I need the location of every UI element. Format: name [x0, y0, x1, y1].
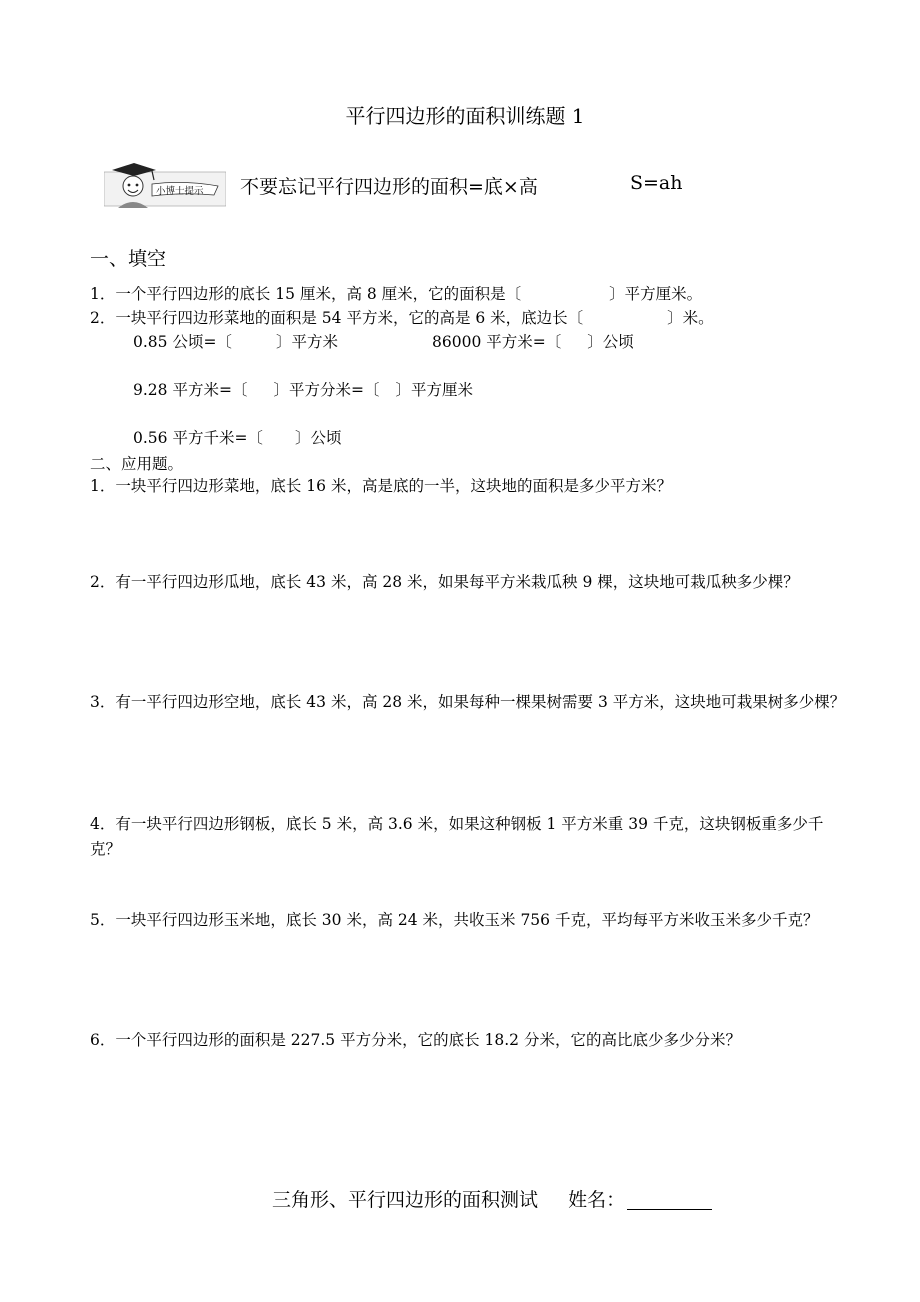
next-test-header — [272, 1185, 712, 1212]
doctor-tip-badge — [104, 160, 226, 212]
area-formula: S=ah — [630, 172, 683, 194]
name-underline-field[interactable] — [627, 1191, 712, 1210]
problem-1: 1．一块平行四边形菜地，底长 16 米，高是底的一半，这块地的面积是多少平方米？ — [90, 477, 672, 495]
conversion-1a: 0.85 公顷=〔 〕平方米 — [133, 333, 338, 351]
problem-3: 3．有一平行四边形空地，底长 43 米，高 28 米，如果每种一棵果树需要 3 平方米，这块地可栽果树多少棵？ — [90, 693, 846, 711]
problem-6: 6．一个平行四边形的面积是 227.5 平方分米，它的底长 18.2 分米，它的高比底少多少分米？ — [90, 1031, 741, 1049]
page-title: 平行四边形的面积训练题 1 — [345, 104, 585, 128]
fill-question-2: 2．一块平行四边形菜地的面积是 54 平方米，它的高是 6 米，底边长〔 〕米。 — [90, 309, 714, 327]
conversion-2: 9.28 平方米=〔 〕平方分米=〔 〕平方厘米 — [133, 381, 473, 399]
fill-question-1: 1．一个平行四边形的底长 15 厘米，高 8 厘米，它的面积是〔 〕平方厘米。 — [90, 285, 703, 303]
problem-4: 4．有一块平行四边形钢板，底长 5 米，高 3.6 米，如果这种钢板 1 平方米重 39 千克，这块钢板重多少千克？ — [90, 815, 824, 858]
badge-label: 小博士提示 — [156, 186, 204, 197]
tip-text: 不要忘记平行四边形的面积=底×高 — [240, 176, 538, 198]
next-test-title: 三角形、平行四边形的面积测试 — [272, 1189, 539, 1211]
section-application-heading: 二、应用题。 — [90, 455, 184, 473]
name-label: 姓名： — [568, 1189, 626, 1211]
section-fill-blank-heading: 一、填空 — [90, 248, 167, 270]
problem-2: 2．有一平行四边形瓜地，底长 43 米，高 28 米，如果每平方米栽瓜秧 9 棵，这块地可栽瓜秧多少棵？ — [90, 573, 799, 591]
conversion-3: 0.56 平方千米=〔 〕公顷 — [133, 429, 342, 447]
conversion-1b: 86000 平方米=〔 〕公顷 — [432, 333, 634, 351]
problem-5: 5．一块平行四边形玉米地，底长 30 米，高 24 米，共收玉米 756 千克，平均每平方米收玉米多少千克？ — [90, 911, 819, 929]
